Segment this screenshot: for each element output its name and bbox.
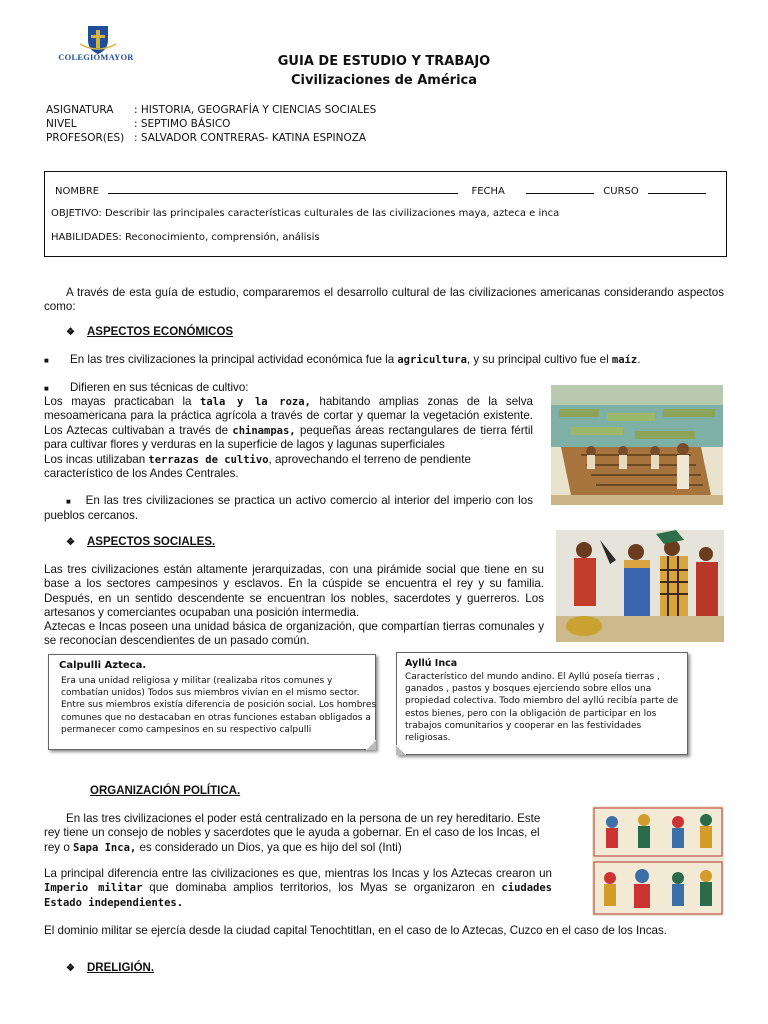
intro-paragraph: A través de esta guía de estudio, compararemos el desarrollo cultural de las civilizaciones americanas considerando aspectos como: bbox=[44, 286, 724, 314]
aztec-society-illustration bbox=[556, 530, 724, 642]
callout-calpulli bbox=[48, 654, 376, 750]
curso-label: CURSO bbox=[603, 186, 639, 197]
diamond-bullet-icon: ❖ bbox=[66, 537, 75, 548]
page-title: GUIA DE ESTUDIO Y TRABAJO bbox=[277, 54, 491, 69]
student-info-box bbox=[44, 171, 727, 257]
nombre-label: NOMBRE bbox=[55, 186, 100, 197]
callout-title: Calpulli Azteca. bbox=[59, 660, 147, 671]
sociales-paragraph-1: Las tres civilizaciones están altamente jerarquizadas, con una pirámide social que tiene en su base a los sectores campesinos y esclavos. En la cúspide se encuentra el rey y su familia. Después, en un sentido descendente se encuentran los nobles, sacerdotes y guerreros. Los artesanos y comerciantes ocupaban una posición intermedia. bbox=[44, 563, 544, 620]
square-bullet-icon: ■ bbox=[66, 497, 72, 506]
square-bullet-icon: ■ bbox=[44, 384, 49, 393]
callout-ayllu bbox=[396, 652, 688, 755]
econ-bullet-3: ■ En las tres civilizaciones se practica un activo comercio al interior del imperio con los pueblos cercanos. bbox=[44, 494, 533, 523]
curso-field[interactable] bbox=[648, 184, 706, 194]
callout-title: Ayllú Inca bbox=[405, 658, 458, 669]
politica-paragraph-1: En las tres civilizaciones el poder está centralizado en la persona de un rey hereditario. Este rey tiene un consejo de nobles y sacerdotes que le ayuda a gobernar. En el caso de los Incas, el rey o Sapa Inca, es considerado un Dios, ya que es hijo del sol (Inti) bbox=[44, 812, 541, 854]
heading-politica: ORGANIZACIÓN POLÍTICA. bbox=[90, 785, 241, 797]
page-subtitle: Civilizaciones de América bbox=[290, 73, 478, 88]
objetivo-text: OBJETIVO: Describir las principales características culturales de las civilizaciones maya, azteca e inca bbox=[51, 208, 560, 219]
sociales-paragraph-2: Aztecas e Incas poseen una unidad básica de organización, que compartían tierras comunales y se reconocían descendientes de un pasado común. bbox=[44, 620, 544, 648]
diamond-bullet-icon: ❖ bbox=[66, 327, 75, 338]
heading-economicos: ❖ ASPECTOS ECONÓMICOS bbox=[66, 326, 234, 338]
callout-body: Era una unidad religiosa y militar (realizaba ritos comunes y combatían unidos) Todos sus miembros vivían en el mismo sector. Entre sus miembros existía diferencia de posición social. Los hombres comunes que no destacaban en otras funciones estaban obligados a permanecer como campesinos en su respectivo calpulli bbox=[61, 676, 377, 735]
habilidades-text: HABILIDADES: Reconocimiento, comprensión, análisis bbox=[51, 232, 320, 243]
politica-paragraph-2: La principal diferencia entre las civilizaciones es que, mientras los Incas y los Aztecas crearon un Imperio militar que dominaba amplios territorios, los Myas se organizaron en ciudades Estado independientes. bbox=[44, 867, 552, 909]
chinampas-illustration bbox=[551, 385, 723, 505]
econ-incas-paragraph: Los incas utilizaban terrazas de cultivo, aprovechando el terreno de pendiente característico de los Andes Centrales. bbox=[44, 453, 471, 481]
heading-religion: ❖ DRELIGIÓN. bbox=[66, 962, 155, 974]
meta-row-asignatura: ASIGNATURA : HISTORIA, GEOGRAFÍA Y CIENCIAS SOCIALES bbox=[46, 104, 377, 116]
politica-paragraph-3: El dominio militar se ejercía desde la ciudad capital Tenochtitlan, en el caso de lo Aztecas, Cuzco en el caso de los Incas. bbox=[44, 924, 667, 937]
logo-text: COLEGIOMAYOR bbox=[58, 52, 134, 62]
econ-mayas-paragraph: Los mayas practicaban la tala y la roza, habitando amplias zonas de la selva mesoamericana para la práctica agrícola a través de cortar y quemar la vegetación existente. Los Aztecas cultivaban a través de chinampas, pequeñas áreas rectangulares de tierra fértil para cultivar flores y verduras en la superficie de lagos y lagunas superficiales bbox=[44, 395, 533, 452]
diamond-bullet-icon: ❖ bbox=[66, 963, 75, 974]
callout-body: Característico del mundo andino. El Ayllú poseía tierras , ganados , pastos y bosques ejerciendo sobre ellos una propiedad colectiva. Todo miembro del ayllú recibía parte de estos bienes, pero con la obligación de participar en los trabajos comunitarios y cooperar en las festividades religiosas. bbox=[405, 672, 679, 744]
fecha-label: FECHA bbox=[471, 186, 505, 197]
codex-illustration bbox=[592, 806, 724, 916]
page-fold-icon bbox=[396, 745, 406, 755]
nombre-field[interactable] bbox=[108, 184, 458, 194]
page-fold-icon bbox=[366, 740, 376, 750]
meta-row-profesor: PROFESOR(ES) : SALVADOR CONTRERAS- KATINA ESPINOZA bbox=[46, 132, 367, 144]
meta-row-nivel: NIVEL : SEPTIMO BÁSICO bbox=[46, 118, 231, 130]
square-bullet-icon: ■ bbox=[44, 356, 49, 365]
econ-bullet-2: ■ Difieren en sus técnicas de cultivo: bbox=[44, 381, 544, 396]
heading-sociales: ❖ ASPECTOS SOCIALES. bbox=[66, 536, 216, 548]
econ-bullet-1: ■ En las tres civilizaciones la principal actividad económica fue la agricultura, y su principal cultivo fue el maíz. bbox=[44, 353, 724, 368]
fecha-field[interactable] bbox=[526, 184, 594, 194]
